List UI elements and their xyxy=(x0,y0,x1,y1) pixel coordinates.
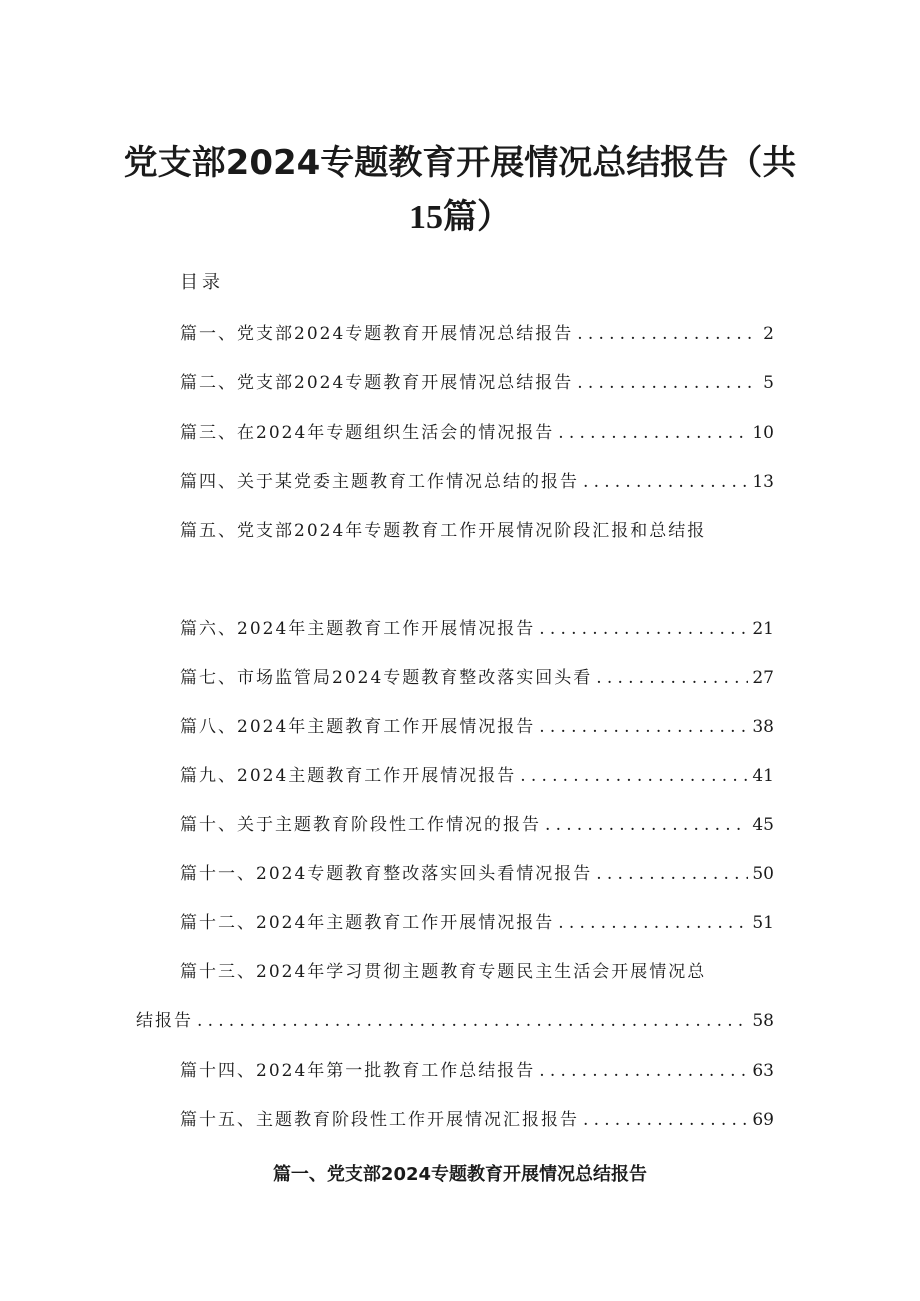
toc-dot-leader xyxy=(596,668,748,688)
toc-page-number: 13 xyxy=(752,472,774,492)
toc-entry-2[interactable] xyxy=(180,365,774,393)
toc-entry-label: 篇五、党支部2024年专题教育工作开展情况阶段汇报和总结报 xyxy=(180,521,707,541)
toc-page-number: 41 xyxy=(752,766,774,786)
toc-entry-label: 篇九、2024主题教育工作开展情况报告 xyxy=(180,766,517,786)
toc-entry-label: 篇十四、2024年第一批教育工作总结报告 xyxy=(180,1061,536,1081)
toc-entry-12[interactable] xyxy=(180,905,774,933)
toc-entry-label: 篇七、市场监管局2024专题教育整改落实回头看 xyxy=(180,668,593,688)
document-title-line-1: 党支部2024专题教育开展情况总结报告（共 xyxy=(123,143,797,183)
toc-dot-leader xyxy=(558,913,748,933)
toc-entry-label: 篇十二、2024年主题教育工作开展情况报告 xyxy=(180,913,555,933)
toc-entry-7[interactable] xyxy=(180,660,774,688)
toc-entry-5[interactable] xyxy=(180,513,706,541)
toc-page-number: 5 xyxy=(763,373,774,393)
toc-dot-leader xyxy=(539,619,748,639)
toc-dot-leader xyxy=(520,766,748,786)
toc-page-number: 50 xyxy=(752,864,774,884)
toc-entry-label: 篇十三、2024年学习贯彻主题教育专题民主生活会开展情况总 xyxy=(180,962,707,982)
toc-page-number: 63 xyxy=(752,1061,774,1081)
document-title xyxy=(120,136,800,245)
toc-dot-leader xyxy=(583,472,748,492)
toc-dot-leader xyxy=(558,423,748,443)
toc-page-number: 51 xyxy=(752,913,774,933)
toc-entry-label: 篇三、在2024年专题组织生活会的情况报告 xyxy=(180,423,555,443)
toc-entry-label: 篇八、2024年主题教育工作开展情况报告 xyxy=(180,717,536,737)
toc-dot-leader xyxy=(583,1110,748,1130)
toc-dot-leader xyxy=(197,1011,748,1031)
toc-entry-label: 篇一、党支部2024专题教育开展情况总结报告 xyxy=(180,324,574,344)
toc-entry-label: 篇十、关于主题教育阶段性工作情况的报告 xyxy=(180,815,541,835)
toc-dot-leader xyxy=(539,717,748,737)
toc-entry-9[interactable] xyxy=(180,758,774,786)
toc-entry-4[interactable] xyxy=(180,464,774,492)
toc-entry-13[interactable] xyxy=(180,954,706,982)
section-heading: 篇一、党支部2024专题教育开展情况总结报告 xyxy=(272,1164,648,1185)
toc-dot-leader xyxy=(596,864,748,884)
toc-page-number: 27 xyxy=(752,668,774,688)
toc-entry-14[interactable] xyxy=(180,1053,774,1081)
toc-entry-10[interactable] xyxy=(180,807,774,835)
toc-entry-8[interactable] xyxy=(180,709,774,737)
toc-entry-1[interactable] xyxy=(180,316,774,344)
toc-dot-leader xyxy=(577,324,759,344)
toc-entry-label: 篇十五、主题教育阶段性工作开展情况汇报报告 xyxy=(180,1110,579,1130)
toc-entry-label: 篇十一、2024专题教育整改落实回头看情况报告 xyxy=(180,864,593,884)
toc-page-number: 45 xyxy=(752,815,774,835)
toc-dot-leader xyxy=(577,373,759,393)
toc-page-number: 69 xyxy=(752,1110,774,1130)
toc-entry-15[interactable] xyxy=(180,1102,774,1130)
toc-page-number: 58 xyxy=(752,1011,774,1031)
toc-entry-3[interactable] xyxy=(180,415,774,443)
toc-entry-13-continued[interactable] xyxy=(136,1003,774,1031)
document-title-line-2: 15篇） xyxy=(409,199,511,236)
toc-entry-label: 篇六、2024年主题教育工作开展情况报告 xyxy=(180,619,536,639)
toc-dot-leader xyxy=(545,815,748,835)
toc-heading: 目录 xyxy=(180,272,224,293)
toc-page-number: 38 xyxy=(752,717,774,737)
toc-entry-label: 篇四、关于某党委主题教育工作情况总结的报告 xyxy=(180,472,579,492)
toc-page-number: 21 xyxy=(752,619,774,639)
toc-page-number: 2 xyxy=(763,324,774,344)
toc-entry-label: 结报告 xyxy=(136,1011,193,1031)
toc-dot-leader xyxy=(539,1061,748,1081)
toc-entry-11[interactable] xyxy=(180,856,774,884)
toc-entry-6[interactable] xyxy=(180,611,774,639)
toc-page-number: 10 xyxy=(752,423,774,443)
toc-entry-label: 篇二、党支部2024专题教育开展情况总结报告 xyxy=(180,373,574,393)
